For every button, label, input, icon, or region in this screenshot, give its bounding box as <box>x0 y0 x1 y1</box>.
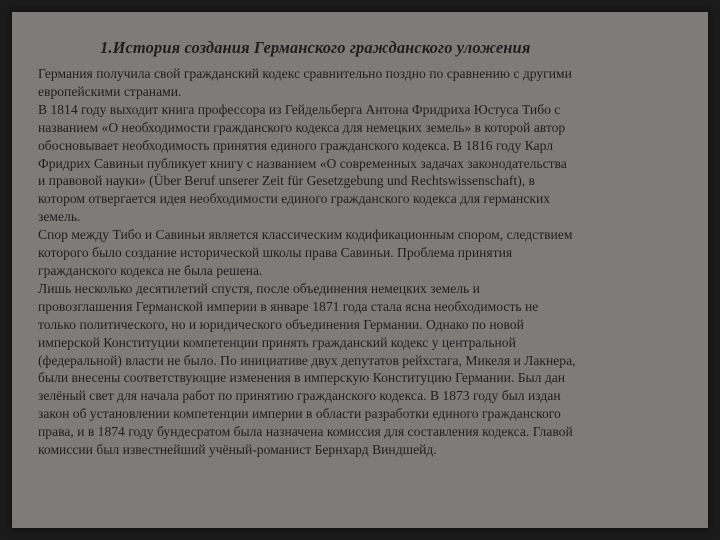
paragraph-thibaut-savigny: В 1814 году выходит книга профессора из Гейдельберга Антона Фридриха Юстуса Тибо с названием «О необходимости гражданского кодекса для немецких земель» в которой автор обосновывает необходимость принятия единого гражданского кодекса. В 1816 году Карл Фридрих Савиньи публикует книгу с названием «О современных задачах законодательства и правовой науки» (Über Beruf unserer Zeit für Gesetzgebung und Rechtswissenschaft), в котором отвергается идея необходимости единого гражданского кодекса для германских земель. <box>38 101 567 225</box>
slide <box>12 12 708 528</box>
paragraph-codification-dispute: Спор между Тибо и Савиньи является классическим кодификационным спором, следствием которого было создание исторической школы права Савиньи. Проблема принятия гражданского кодекса не была решена. <box>38 227 573 278</box>
slide-body <box>38 65 702 459</box>
slide-title: 1.История создания Германского гражданского уложения <box>100 38 531 57</box>
paragraph-empire-commission: Лишь несколько десятилетий спустя, после объединения немецких земель и провозглашения Германской империи в январе 1871 года стала ясна необходимость не только политического, но и юридического объединения Германии. Однако по новой имперской Конституции компетенции принять гражданский кодекс у центральной (федеральной) власти не было. По инициативе двух депутатов рейхстага, Микеля и Лакнера, были внесены соответствующие изменения в имперскую Конституцию Германии. Был дан зелёный свет для начала работ по принятию гражданского кодекса. В 1873 году был издан закон об установлении компетенции империи в области разработки единого гражданского права, и в 1874 году бундесратом была назначена комиссия для составления кодекса. Главой комиссии был известнейший учёный-романист Бернхард Виндшейд. <box>38 280 576 458</box>
paragraph-intro: Германия получила свой гражданский кодекс сравнительно поздно по сравнению с другими европейскими странами. <box>38 66 572 99</box>
